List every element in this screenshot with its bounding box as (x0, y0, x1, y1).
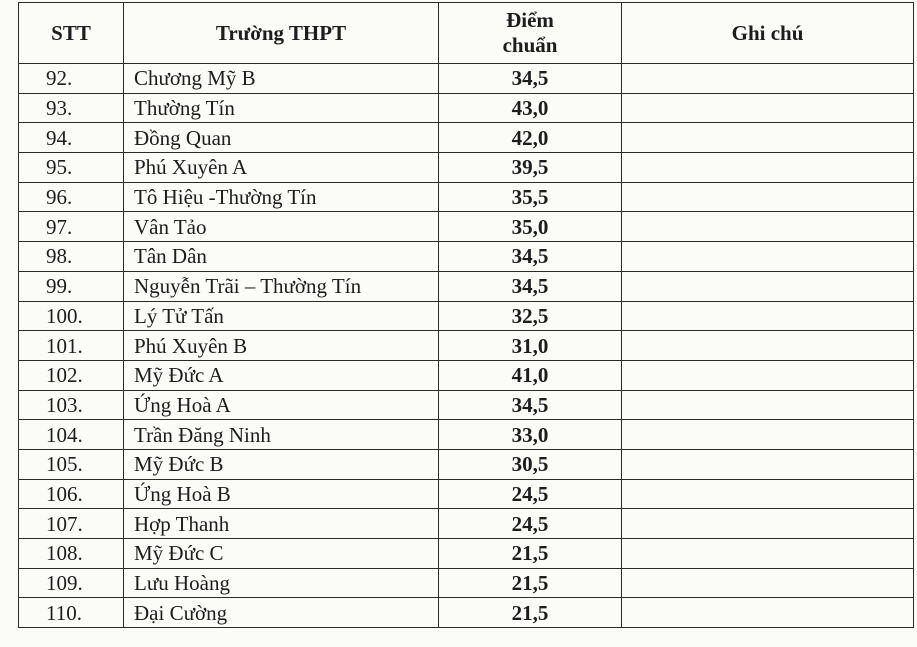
row-school-name: Phú Xuyên A (124, 153, 439, 183)
row-score: 30,5 (439, 449, 622, 479)
table-body (19, 64, 914, 628)
row-school-name: Lưu Hoàng (124, 568, 439, 598)
row-school-name: Vân Tảo (124, 212, 439, 242)
row-note (622, 212, 914, 242)
row-school-name: Phú Xuyên B (124, 331, 439, 361)
table-row (19, 598, 914, 628)
row-score: 41,0 (439, 360, 622, 390)
row-stt: 106. (19, 479, 124, 509)
row-score: 43,0 (439, 93, 622, 123)
row-school-name: Thường Tín (124, 93, 439, 123)
table-row (19, 182, 914, 212)
row-stt: 92. (19, 64, 124, 94)
row-score: 32,5 (439, 301, 622, 331)
row-school-name: Ứng Hoà B (124, 479, 439, 509)
table-row (19, 64, 914, 94)
row-stt: 107. (19, 509, 124, 539)
row-score: 39,5 (439, 153, 622, 183)
table-row (19, 449, 914, 479)
row-school-name: Trần Đăng Ninh (124, 420, 439, 450)
table-row (19, 93, 914, 123)
row-stt: 93. (19, 93, 124, 123)
row-school-name: Mỹ Đức C (124, 539, 439, 569)
table-header (19, 3, 914, 64)
row-score: 24,5 (439, 479, 622, 509)
row-score: 42,0 (439, 123, 622, 153)
table-row (19, 123, 914, 153)
table-row (19, 509, 914, 539)
row-stt: 103. (19, 390, 124, 420)
header-score-line1: Điểm (506, 8, 554, 32)
row-score: 34,5 (439, 242, 622, 272)
row-score: 21,5 (439, 568, 622, 598)
row-stt: 101. (19, 331, 124, 361)
row-stt: 94. (19, 123, 124, 153)
row-note (622, 64, 914, 94)
row-school-name: Mỹ Đức A (124, 360, 439, 390)
row-note (622, 242, 914, 272)
row-stt: 104. (19, 420, 124, 450)
row-score: 21,5 (439, 539, 622, 569)
row-note (622, 360, 914, 390)
row-score: 34,5 (439, 390, 622, 420)
row-note (622, 93, 914, 123)
row-score: 21,5 (439, 598, 622, 628)
row-score: 34,5 (439, 64, 622, 94)
row-stt: 105. (19, 449, 124, 479)
row-note (622, 331, 914, 361)
row-note (622, 509, 914, 539)
row-stt: 102. (19, 360, 124, 390)
admission-score-table (18, 2, 914, 628)
row-note (622, 123, 914, 153)
table-row (19, 568, 914, 598)
table-row (19, 479, 914, 509)
table-row (19, 212, 914, 242)
table-row (19, 271, 914, 301)
row-score: 35,0 (439, 212, 622, 242)
row-note (622, 182, 914, 212)
table-row (19, 331, 914, 361)
row-stt: 109. (19, 568, 124, 598)
table-row (19, 539, 914, 569)
row-stt: 108. (19, 539, 124, 569)
row-school-name: Ứng Hoà A (124, 390, 439, 420)
header-school: Trường THPT (124, 3, 439, 64)
table-row (19, 420, 914, 450)
table-row (19, 242, 914, 272)
row-stt: 110. (19, 598, 124, 628)
row-note (622, 153, 914, 183)
row-stt: 99. (19, 271, 124, 301)
row-school-name: Tô Hiệu -Thường Tín (124, 182, 439, 212)
header-row (19, 3, 914, 64)
row-stt: 95. (19, 153, 124, 183)
header-note: Ghi chú (622, 3, 914, 64)
row-note (622, 271, 914, 301)
header-score-line2: chuẩn (502, 33, 558, 57)
row-note (622, 568, 914, 598)
row-stt: 98. (19, 242, 124, 272)
header-stt: STT (19, 3, 124, 64)
row-note (622, 479, 914, 509)
row-note (622, 598, 914, 628)
row-school-name: Đại Cường (124, 598, 439, 628)
row-note (622, 301, 914, 331)
row-school-name: Mỹ Đức B (124, 449, 439, 479)
row-score: 33,0 (439, 420, 622, 450)
row-school-name: Chương Mỹ B (124, 64, 439, 94)
table-row (19, 301, 914, 331)
row-school-name: Tân Dân (124, 242, 439, 272)
row-note (622, 390, 914, 420)
row-score: 31,0 (439, 331, 622, 361)
row-note (622, 420, 914, 450)
row-school-name: Lý Tử Tấn (124, 301, 439, 331)
row-stt: 96. (19, 182, 124, 212)
row-score: 35,5 (439, 182, 622, 212)
header-score (439, 3, 622, 64)
row-school-name: Đồng Quan (124, 123, 439, 153)
row-stt: 100. (19, 301, 124, 331)
row-score: 24,5 (439, 509, 622, 539)
row-note (622, 449, 914, 479)
row-stt: 97. (19, 212, 124, 242)
row-school-name: Nguyễn Trãi – Thường Tín (124, 271, 439, 301)
row-note (622, 539, 914, 569)
table-row (19, 153, 914, 183)
table-row (19, 390, 914, 420)
row-score: 34,5 (439, 271, 622, 301)
table-row (19, 360, 914, 390)
row-school-name: Hợp Thanh (124, 509, 439, 539)
